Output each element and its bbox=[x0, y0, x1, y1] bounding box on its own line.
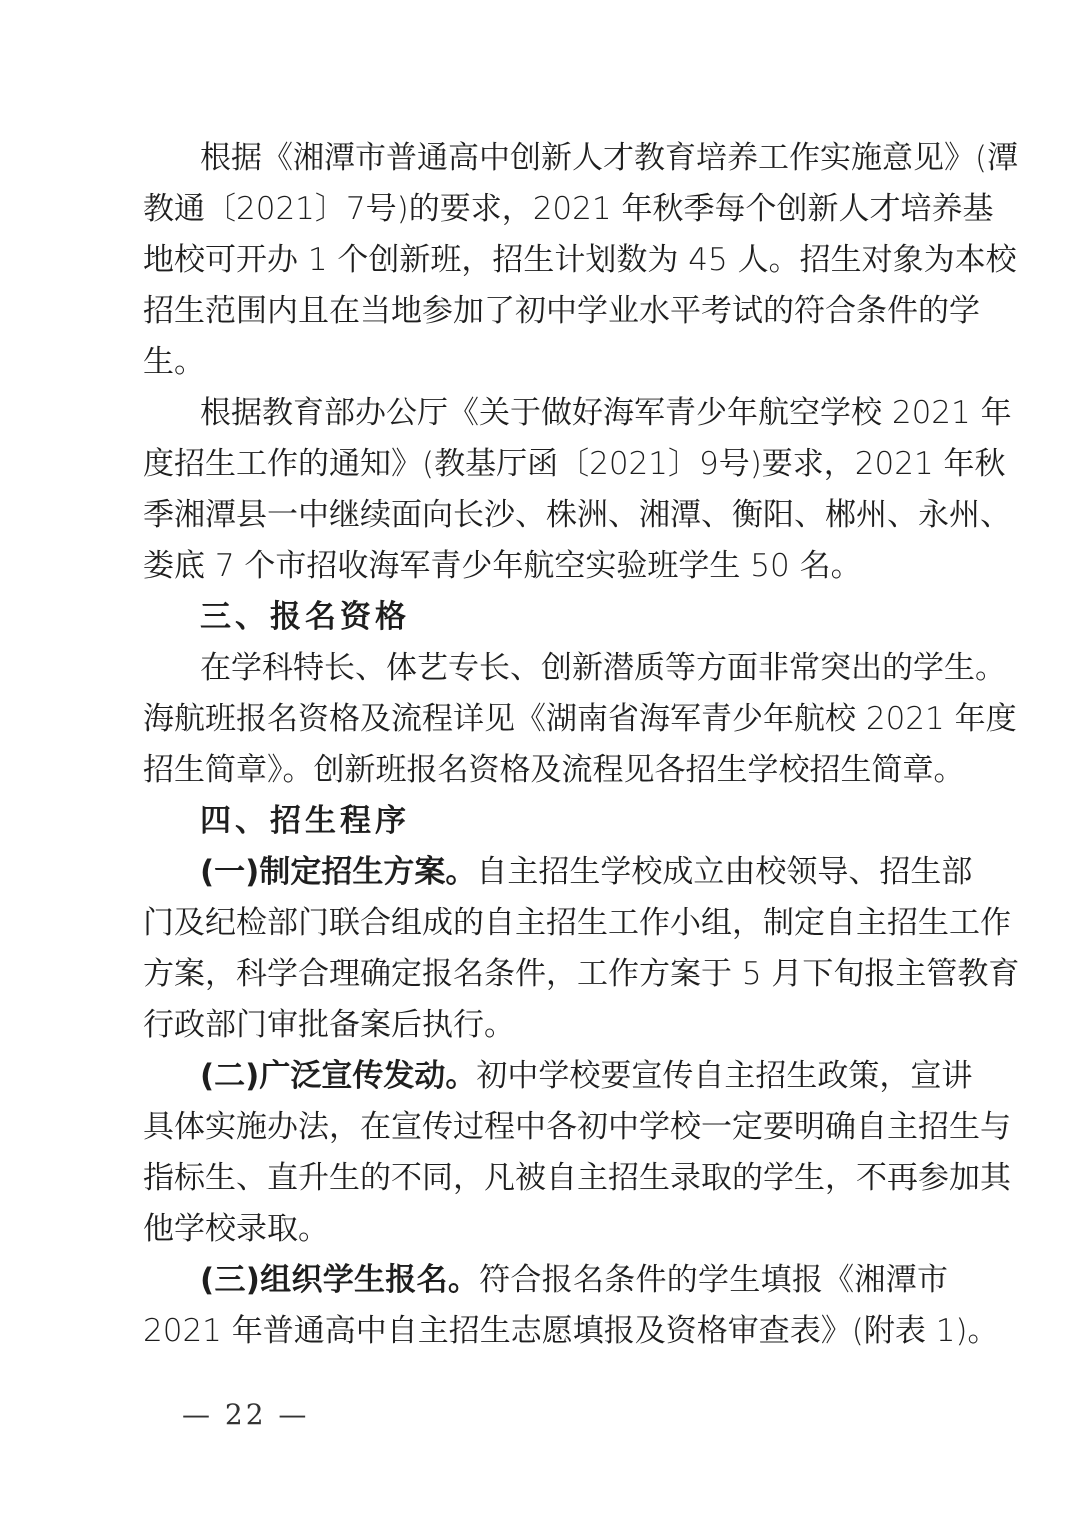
line-text: 符合报名条件的学生填报《湘潭市 bbox=[479, 1262, 948, 1298]
section-heading bbox=[200, 592, 948, 642]
text-line bbox=[200, 1255, 948, 1305]
subsection-title: (一)制定招生方案。 bbox=[200, 854, 477, 890]
subsection-title: (二)广泛宣传发动。 bbox=[200, 1058, 477, 1094]
page-number: — 22 — bbox=[182, 1398, 310, 1431]
text-line bbox=[143, 1153, 1011, 1203]
text-line bbox=[143, 337, 948, 387]
text-line bbox=[143, 1306, 999, 1356]
text-line bbox=[200, 847, 973, 897]
line-text: 季湘潭县一中继续面向长沙、株洲、湘潭、衡阳、郴州、永州、 bbox=[143, 497, 1011, 533]
text-line bbox=[143, 439, 1006, 489]
line-text: 生。 bbox=[143, 344, 205, 380]
text-line bbox=[143, 490, 1011, 540]
line-text: 招生简章》。创新班报名资格及流程见各招生学校招生简章。 bbox=[143, 752, 965, 788]
text-line bbox=[200, 133, 1019, 183]
text-line bbox=[143, 286, 980, 336]
line-text: 他学校录取。 bbox=[143, 1211, 329, 1247]
line-text: 四、招生程序 bbox=[200, 803, 410, 839]
line-text: 指标生、直升生的不同，凡被自主招生录取的学生，不再参加其 bbox=[143, 1160, 1011, 1196]
line-text: 地校可开办 1 个创新班，招生计划数为 45 人。招生对象为本校 bbox=[143, 242, 1017, 278]
text-line bbox=[200, 643, 1006, 693]
text-line bbox=[143, 1102, 1011, 1152]
line-text: 度招生工作的通知》(教基厅函〔2021〕9号)要求，2021 年秋 bbox=[143, 446, 1006, 482]
line-text: 方案，科学合理确定报名条件，工作方案于 5 月下旬报主管教育 bbox=[143, 956, 1020, 992]
text-line bbox=[143, 694, 1017, 744]
subsection-title: (三)组织学生报名。 bbox=[200, 1262, 480, 1298]
text-line bbox=[143, 184, 994, 234]
line-text: 根据《湘潭市普通高中创新人才教育培养工作实施意见》(潭 bbox=[200, 140, 1019, 176]
line-text: 教通〔2021〕7号)的要求，2021 年秋季每个创新人才培养基 bbox=[143, 191, 994, 227]
line-text: 在学科特长、体艺专长、创新潜质等方面非常突出的学生。 bbox=[200, 650, 1006, 686]
line-text: 具体实施办法，在宣传过程中各初中学校一定要明确自主招生与 bbox=[143, 1109, 1011, 1145]
line-text: 招生范围内且在当地参加了初中学业水平考试的符合条件的学 bbox=[143, 293, 980, 329]
text-line bbox=[143, 541, 948, 591]
section-heading bbox=[200, 796, 948, 846]
line-text: 根据教育部办公厅《关于做好海军青少年航空学校 2021 年 bbox=[200, 395, 1012, 431]
text-line bbox=[143, 745, 965, 795]
text-line bbox=[200, 1051, 973, 1101]
line-text: 行政部门审批备案后执行。 bbox=[143, 1007, 515, 1043]
text-line bbox=[143, 235, 1017, 285]
text-line bbox=[143, 949, 1020, 999]
line-text: 海航班报名资格及流程详见《湖南省海军青少年航校 2021 年度 bbox=[143, 701, 1017, 737]
text-line bbox=[143, 898, 1011, 948]
line-text: 娄底 7 个市招收海军青少年航空实验班学生 50 名。 bbox=[143, 548, 862, 584]
line-text: 初中学校要宣传自主招生政策，宣讲 bbox=[476, 1058, 973, 1094]
line-text: 2021 年普通高中自主招生志愿填报及资格审查表》(附表 1)。 bbox=[143, 1313, 999, 1349]
text-line bbox=[200, 388, 1012, 438]
line-text: 门及纪检部门联合组成的自主招生工作小组，制定自主招生工作 bbox=[143, 905, 1011, 941]
line-text: 自主招生学校成立由校领导、招生部 bbox=[476, 854, 973, 890]
text-line bbox=[143, 1204, 948, 1254]
text-line bbox=[143, 1000, 948, 1050]
line-text: 三、报名资格 bbox=[200, 599, 410, 635]
